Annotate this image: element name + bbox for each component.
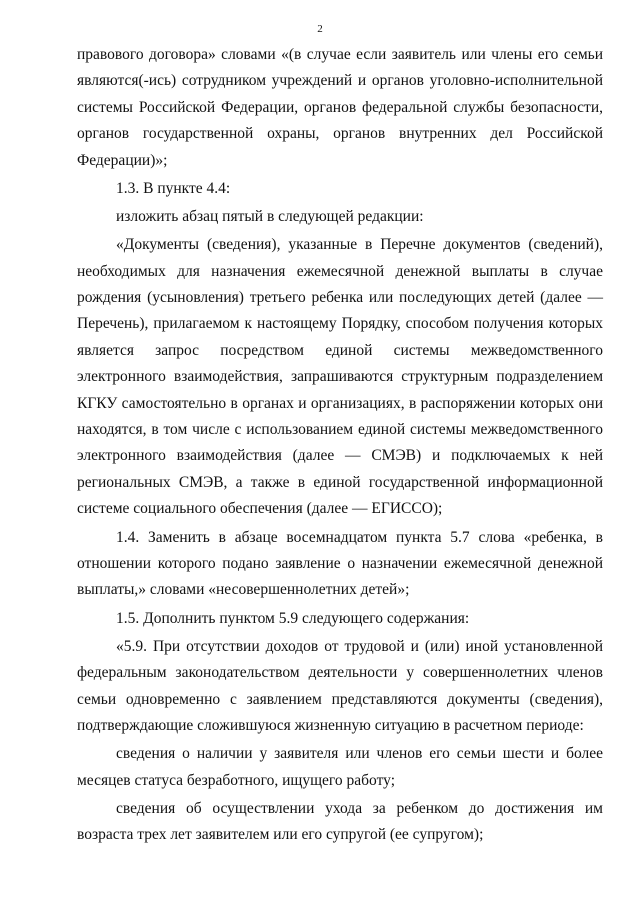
paragraph-item-1-4: 1.4. Заменить в абзаце восемнадцатом пункта 5.7 слова «ребенка, в отношении которого подано заявление о назначении ежемесячной денежной выплаты,» словами «несовершеннолетних детей»; bbox=[77, 528, 603, 599]
paragraph-item-1-5: 1.5. Дополнить пунктом 5.9 следующего содержания: bbox=[116, 609, 470, 627]
paragraph-contract-amendment: правового договора» словами «(в случае если заявитель или члены его семьи являются(-ись) сотрудником учреждений и органов уголовно-исполнительной системы Российской Федерации, органов федеральной службы безопасности, органов государственной охраны, органов внутренних дел Российской Федерации)»; bbox=[77, 46, 603, 169]
paragraph-childcare-info: сведения об осуществлении ухода за ребенком до достижения им возраста трех лет заявителем или его супругой (ее супругом); bbox=[77, 799, 603, 844]
paragraph-item-1-3: 1.3. В пункте 4.4: bbox=[116, 179, 231, 197]
paragraph-documents-request: «Документы (сведения), указанные в Перечне документов (сведений), необходимых для назначения ежемесячной денежной выплаты в случае рождения (усыновления) третьего ребенка или последующих детей (далее — Перечень), прилагаемом к настоящему Порядку, способом получения которых является запрос посредством единой системы межведомственного электронного взаимодействия, запрашиваются структурным подразделением КГКУ самостоятельно в органах и организациях, в распоряжении которых они находятся, в том числе с использованием единой системы межведомственного электронного взаимодействия (далее — СМЭВ) и подключаемых к ней региональных СМЭВ, а также в единой государственной информационной системе социального обеспечения (далее — ЕГИССО); bbox=[77, 236, 603, 518]
document-body bbox=[77, 42, 603, 849]
paragraph-item-5-9: «5.9. При отсутствии доходов от трудовой и (или) иной установленной федеральным законодательством деятельности у совершеннолетних членов семьи одновременно с заявлением представляются документы (сведения), подтверждающие сложившуюся жизненную ситуацию в расчетном периоде: bbox=[77, 637, 603, 734]
paragraph-restate-fifth: изложить абзац пятый в следующей редакции: bbox=[116, 208, 424, 226]
page-number: 2 bbox=[317, 23, 323, 35]
paragraph-unemployment-info: сведения о наличии у заявителя или членов его семьи шести и более месяцев статуса безработного, ищущего работу; bbox=[77, 745, 603, 789]
